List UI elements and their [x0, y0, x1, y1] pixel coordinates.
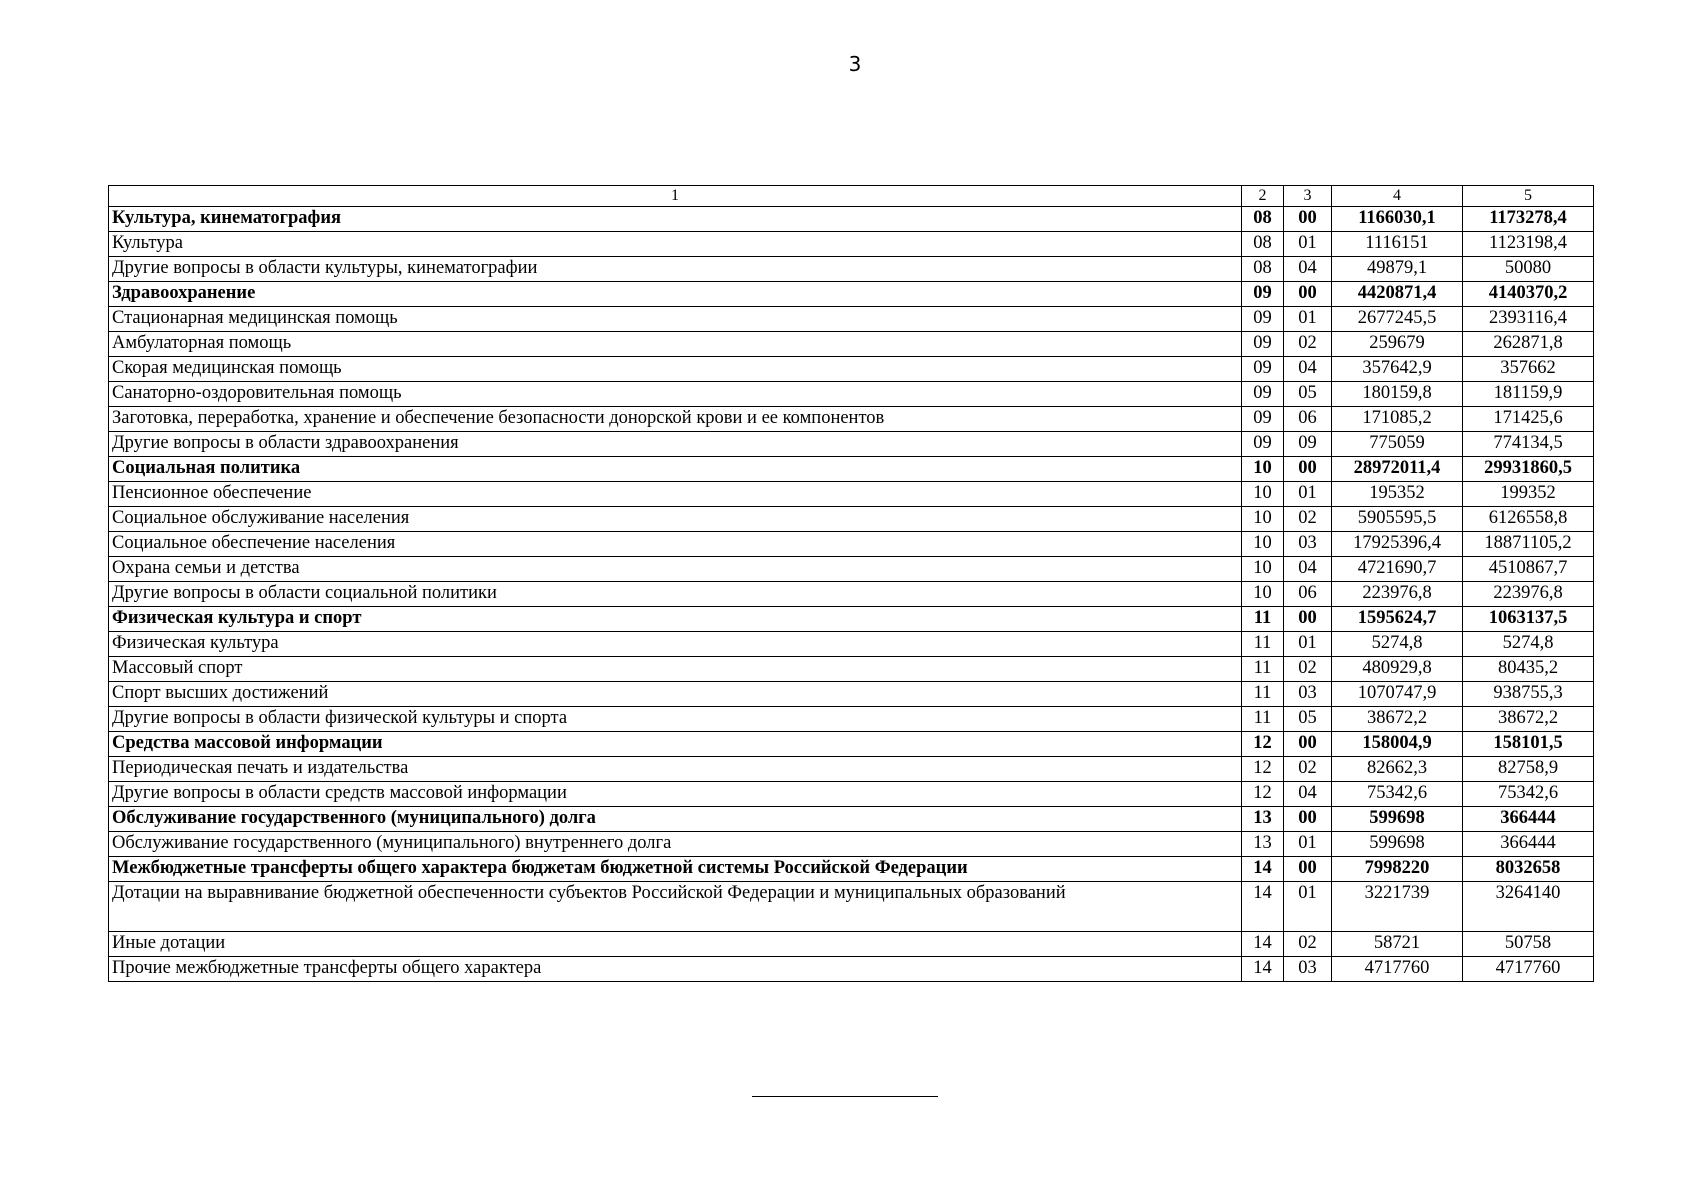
row-section-code-cell: 09: [1242, 307, 1284, 332]
table-row: [109, 832, 1594, 857]
row-amount-col4-cell: 1070747,9: [1332, 682, 1463, 707]
row-amount-col4-cell: 28972011,4: [1332, 457, 1463, 482]
row-section-code-cell: 08: [1242, 232, 1284, 257]
table-row: [109, 332, 1594, 357]
table-section-row: [109, 607, 1594, 632]
table-section-row: [109, 457, 1594, 482]
table-row: [109, 232, 1594, 257]
row-section-code-cell: 11: [1242, 607, 1284, 632]
row-subsection-code-cell: 04: [1284, 782, 1332, 807]
row-subsection-code-cell: 00: [1284, 457, 1332, 482]
row-subsection-code-cell: 01: [1284, 632, 1332, 657]
row-amount-col5-cell: 1123198,4: [1463, 232, 1594, 257]
row-section-code-cell: 13: [1242, 807, 1284, 832]
row-amount-col5-cell: 29931860,5: [1463, 457, 1594, 482]
row-amount-col4-cell: 82662,3: [1332, 757, 1463, 782]
row-section-code-cell: 09: [1242, 407, 1284, 432]
row-subsection-code-cell: 00: [1284, 857, 1332, 882]
row-subsection-code-cell: 05: [1284, 707, 1332, 732]
row-amount-col5-cell: 4510867,7: [1463, 557, 1594, 582]
row-amount-col5-cell: 1173278,4: [1463, 207, 1594, 232]
row-section-code-cell: 10: [1242, 457, 1284, 482]
table-row: [109, 357, 1594, 382]
row-amount-col4-cell: 75342,6: [1332, 782, 1463, 807]
header-cell-1: 1: [109, 186, 1242, 207]
row-name-cell: Обслуживание государственного (муниципального) долга: [109, 807, 1242, 832]
row-amount-col5-cell: 18871105,2: [1463, 532, 1594, 557]
table-row: [109, 532, 1594, 557]
row-name-cell: Пенсионное обеспечение: [109, 482, 1242, 507]
row-name-cell: Заготовка, переработка, хранение и обеспечение безопасности донорской крови и ее компонентов: [109, 407, 1242, 432]
row-section-code-cell: 13: [1242, 832, 1284, 857]
row-amount-col5-cell: 357662: [1463, 357, 1594, 382]
table-row: [109, 707, 1594, 732]
row-subsection-code-cell: 01: [1284, 882, 1332, 932]
row-name-cell: Амбулаторная помощь: [109, 332, 1242, 357]
row-name-cell: Другие вопросы в области средств массовой информации: [109, 782, 1242, 807]
row-amount-col4-cell: 1595624,7: [1332, 607, 1463, 632]
row-section-code-cell: 14: [1242, 957, 1284, 982]
row-section-code-cell: 09: [1242, 357, 1284, 382]
row-amount-col5-cell: 158101,5: [1463, 732, 1594, 757]
row-name-cell: Другие вопросы в области физической культуры и спорта: [109, 707, 1242, 732]
row-section-code-cell: 12: [1242, 757, 1284, 782]
table-row: [109, 307, 1594, 332]
row-subsection-code-cell: 03: [1284, 682, 1332, 707]
row-name-cell: Культура, кинематография: [109, 207, 1242, 232]
table-row: [109, 757, 1594, 782]
row-subsection-code-cell: 09: [1284, 432, 1332, 457]
row-amount-col5-cell: 938755,3: [1463, 682, 1594, 707]
row-amount-col4-cell: 5274,8: [1332, 632, 1463, 657]
table-section-row: [109, 807, 1594, 832]
row-section-code-cell: 11: [1242, 632, 1284, 657]
row-amount-col5-cell: 8032658: [1463, 857, 1594, 882]
table-row: [109, 257, 1594, 282]
header-cell-3: 3: [1284, 186, 1332, 207]
row-amount-col4-cell: 599698: [1332, 832, 1463, 857]
row-amount-col4-cell: 1166030,1: [1332, 207, 1463, 232]
row-amount-col5-cell: 4140370,2: [1463, 282, 1594, 307]
row-amount-col4-cell: 599698: [1332, 807, 1463, 832]
row-name-cell: Социальное обслуживание населения: [109, 507, 1242, 532]
row-name-cell: Другие вопросы в области здравоохранения: [109, 432, 1242, 457]
row-subsection-code-cell: 04: [1284, 257, 1332, 282]
budget-table: [108, 185, 1594, 982]
row-section-code-cell: 14: [1242, 932, 1284, 957]
table-row: [109, 882, 1594, 932]
row-amount-col5-cell: 2393116,4: [1463, 307, 1594, 332]
row-amount-col4-cell: 3221739: [1332, 882, 1463, 932]
row-name-cell: Средства массовой информации: [109, 732, 1242, 757]
row-name-cell: Периодическая печать и издательства: [109, 757, 1242, 782]
row-amount-col5-cell: 82758,9: [1463, 757, 1594, 782]
row-subsection-code-cell: 05: [1284, 382, 1332, 407]
row-subsection-code-cell: 02: [1284, 932, 1332, 957]
row-amount-col5-cell: 38672,2: [1463, 707, 1594, 732]
row-section-code-cell: 08: [1242, 257, 1284, 282]
row-name-cell: Физическая культура: [109, 632, 1242, 657]
row-amount-col5-cell: 50080: [1463, 257, 1594, 282]
row-name-cell: Здравоохранение: [109, 282, 1242, 307]
row-section-code-cell: 09: [1242, 332, 1284, 357]
row-amount-col5-cell: 6126558,8: [1463, 507, 1594, 532]
row-section-code-cell: 09: [1242, 382, 1284, 407]
table-row: [109, 482, 1594, 507]
row-amount-col4-cell: 1116151: [1332, 232, 1463, 257]
row-amount-col5-cell: 262871,8: [1463, 332, 1594, 357]
row-section-code-cell: 11: [1242, 707, 1284, 732]
row-subsection-code-cell: 04: [1284, 357, 1332, 382]
row-amount-col5-cell: 366444: [1463, 832, 1594, 857]
row-subsection-code-cell: 00: [1284, 207, 1332, 232]
table-row: [109, 782, 1594, 807]
row-amount-col4-cell: 4420871,4: [1332, 282, 1463, 307]
row-amount-col4-cell: 7998220: [1332, 857, 1463, 882]
row-subsection-code-cell: 01: [1284, 832, 1332, 857]
table-row: [109, 632, 1594, 657]
row-name-cell: Иные дотации: [109, 932, 1242, 957]
row-amount-col5-cell: 3264140: [1463, 882, 1594, 932]
row-name-cell: Социальная политика: [109, 457, 1242, 482]
table-row: [109, 582, 1594, 607]
row-amount-col4-cell: 480929,8: [1332, 657, 1463, 682]
row-subsection-code-cell: 02: [1284, 657, 1332, 682]
row-amount-col4-cell: 4717760: [1332, 957, 1463, 982]
table-section-row: [109, 282, 1594, 307]
row-subsection-code-cell: 01: [1284, 482, 1332, 507]
row-name-cell: Стационарная медицинская помощь: [109, 307, 1242, 332]
row-amount-col5-cell: 223976,8: [1463, 582, 1594, 607]
row-name-cell: Другие вопросы в области культуры, кинематографии: [109, 257, 1242, 282]
row-subsection-code-cell: 06: [1284, 582, 1332, 607]
row-subsection-code-cell: 02: [1284, 757, 1332, 782]
row-amount-col4-cell: 171085,2: [1332, 407, 1463, 432]
row-name-cell: Массовый спорт: [109, 657, 1242, 682]
row-amount-col4-cell: 17925396,4: [1332, 532, 1463, 557]
row-section-code-cell: 10: [1242, 557, 1284, 582]
row-amount-col5-cell: 75342,6: [1463, 782, 1594, 807]
row-amount-col5-cell: 1063137,5: [1463, 607, 1594, 632]
table-row: [109, 957, 1594, 982]
table-row: [109, 407, 1594, 432]
row-amount-col5-cell: 774134,5: [1463, 432, 1594, 457]
table-row: [109, 682, 1594, 707]
row-amount-col4-cell: 357642,9: [1332, 357, 1463, 382]
row-section-code-cell: 09: [1242, 282, 1284, 307]
row-amount-col4-cell: 195352: [1332, 482, 1463, 507]
table-row: [109, 432, 1594, 457]
row-subsection-code-cell: 03: [1284, 532, 1332, 557]
header-cell-2: 2: [1242, 186, 1284, 207]
row-subsection-code-cell: 02: [1284, 507, 1332, 532]
row-amount-col5-cell: 50758: [1463, 932, 1594, 957]
row-amount-col4-cell: 58721: [1332, 932, 1463, 957]
row-subsection-code-cell: 01: [1284, 307, 1332, 332]
row-section-code-cell: 08: [1242, 207, 1284, 232]
row-name-cell: Другие вопросы в области социальной политики: [109, 582, 1242, 607]
row-section-code-cell: 10: [1242, 582, 1284, 607]
row-subsection-code-cell: 01: [1284, 232, 1332, 257]
row-amount-col5-cell: 80435,2: [1463, 657, 1594, 682]
table-header-row: [109, 186, 1594, 207]
row-section-code-cell: 10: [1242, 532, 1284, 557]
row-name-cell: Обслуживание государственного (муниципального) внутреннего долга: [109, 832, 1242, 857]
row-amount-col4-cell: 180159,8: [1332, 382, 1463, 407]
table-row: [109, 657, 1594, 682]
table-section-row: [109, 732, 1594, 757]
row-name-cell: Прочие межбюджетные трансферты общего характера: [109, 957, 1242, 982]
row-section-code-cell: 10: [1242, 507, 1284, 532]
table-row: [109, 382, 1594, 407]
header-cell-5: 5: [1463, 186, 1594, 207]
row-subsection-code-cell: 04: [1284, 557, 1332, 582]
row-section-code-cell: 14: [1242, 882, 1284, 932]
row-name-cell: Физическая культура и спорт: [109, 607, 1242, 632]
row-amount-col5-cell: 171425,6: [1463, 407, 1594, 432]
row-amount-col5-cell: 366444: [1463, 807, 1594, 832]
row-amount-col5-cell: 4717760: [1463, 957, 1594, 982]
row-section-code-cell: 12: [1242, 732, 1284, 757]
table-row: [109, 557, 1594, 582]
row-amount-col4-cell: 38672,2: [1332, 707, 1463, 732]
page-number: 3: [848, 52, 862, 76]
footer-divider: [752, 1096, 938, 1097]
row-subsection-code-cell: 06: [1284, 407, 1332, 432]
row-amount-col5-cell: 5274,8: [1463, 632, 1594, 657]
row-amount-col4-cell: 259679: [1332, 332, 1463, 357]
header-cell-4: 4: [1332, 186, 1463, 207]
row-amount-col4-cell: 4721690,7: [1332, 557, 1463, 582]
row-amount-col4-cell: 49879,1: [1332, 257, 1463, 282]
row-name-cell: Культура: [109, 232, 1242, 257]
row-section-code-cell: 11: [1242, 682, 1284, 707]
row-amount-col4-cell: 5905595,5: [1332, 507, 1463, 532]
row-amount-col4-cell: 223976,8: [1332, 582, 1463, 607]
row-amount-col4-cell: 775059: [1332, 432, 1463, 457]
row-name-cell: Дотации на выравнивание бюджетной обеспеченности субъектов Российской Федерации и муниципальных образований: [109, 882, 1242, 932]
table-section-row: [109, 207, 1594, 232]
row-name-cell: Социальное обеспечение населения: [109, 532, 1242, 557]
row-subsection-code-cell: 02: [1284, 332, 1332, 357]
row-subsection-code-cell: 00: [1284, 282, 1332, 307]
row-name-cell: Санаторно-оздоровительная помощь: [109, 382, 1242, 407]
row-amount-col4-cell: 2677245,5: [1332, 307, 1463, 332]
row-section-code-cell: 12: [1242, 782, 1284, 807]
row-name-cell: Спорт высших достижений: [109, 682, 1242, 707]
table-body: [109, 186, 1594, 982]
row-section-code-cell: 11: [1242, 657, 1284, 682]
row-amount-col5-cell: 199352: [1463, 482, 1594, 507]
row-section-code-cell: 10: [1242, 482, 1284, 507]
row-subsection-code-cell: 03: [1284, 957, 1332, 982]
row-subsection-code-cell: 00: [1284, 807, 1332, 832]
row-amount-col5-cell: 181159,9: [1463, 382, 1594, 407]
row-name-cell: Охрана семьи и детства: [109, 557, 1242, 582]
table-section-row: [109, 857, 1594, 882]
row-amount-col4-cell: 158004,9: [1332, 732, 1463, 757]
row-subsection-code-cell: 00: [1284, 732, 1332, 757]
row-subsection-code-cell: 00: [1284, 607, 1332, 632]
table-row: [109, 507, 1594, 532]
row-section-code-cell: 09: [1242, 432, 1284, 457]
row-section-code-cell: 14: [1242, 857, 1284, 882]
row-name-cell: Скорая медицинская помощь: [109, 357, 1242, 382]
table-row: [109, 932, 1594, 957]
row-name-cell: Межбюджетные трансферты общего характера бюджетам бюджетной системы Российской Федерации: [109, 857, 1242, 882]
